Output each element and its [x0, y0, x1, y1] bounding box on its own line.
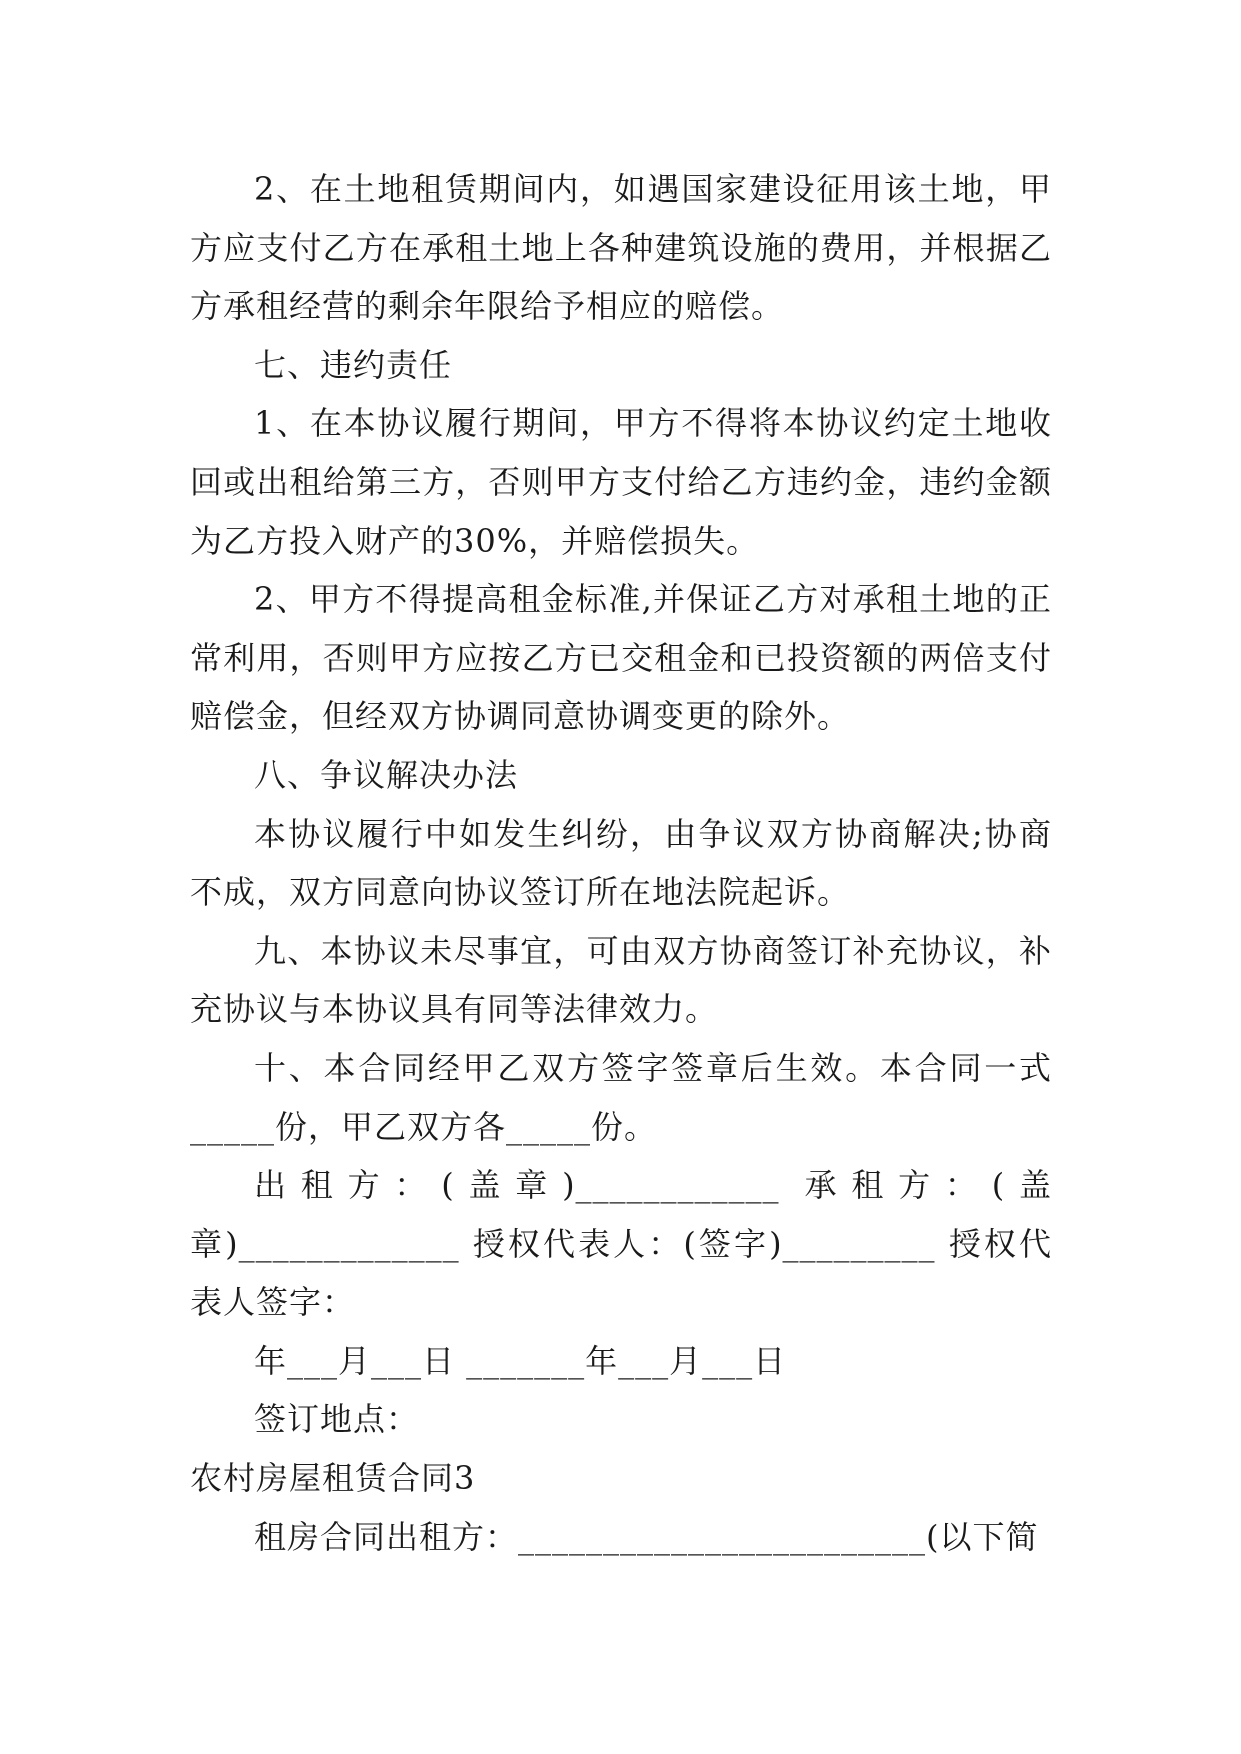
document-body	[190, 160, 1052, 1566]
next-contract-title: 农村房屋租赁合同3	[190, 1459, 476, 1498]
clause-8: 本协议履行中如发生纠纷，由争议双方协商解决;协商不成，双方同意向协议签订所在地法院起诉。	[190, 814, 1052, 912]
next-contract-first-line: 租房合同出租方：________________________(以下简	[254, 1517, 1039, 1556]
section-8-heading: 八、争议解决办法	[254, 755, 519, 794]
clause-6-2: 2、在土地租赁期间内，如遇国家建设征用该土地，甲方应支付乙方在承租土地上各种建筑设施的费用，并根据乙方承租经营的剩余年限给予相应的赔偿。	[190, 170, 1052, 326]
signature-block: 出租方：(盖章)____________ 承租方：(盖章)_____________ 授权代表人：(签字)_________ 授权代表人签字：	[190, 1166, 1052, 1322]
section-10: 十、本合同经甲乙双方签字签章后生效。本合同一式_____份，甲乙双方各_____份。	[190, 1048, 1052, 1146]
signature-dates: 年___月___日 _______年___月___日	[254, 1341, 787, 1380]
clause-7-2: 2、甲方不得提高租金标准,并保证乙方对承租土地的正常利用，否则甲方应按乙方已交租金和已投资额的两倍支付赔偿金，但经双方协调同意协调变更的除外。	[190, 580, 1052, 736]
signing-place: 签订地点：	[254, 1400, 420, 1439]
section-7-heading: 七、违约责任	[254, 345, 453, 384]
section-9: 九、本协议未尽事宜，可由双方协商签订补充协议，补充协议与本协议具有同等法律效力。	[190, 931, 1052, 1029]
clause-7-1: 1、在本协议履行期间，甲方不得将本协议约定土地收回或出租给第三方，否则甲方支付给乙方违约金，违约金额为乙方投入财产的30%，并赔偿损失。	[190, 404, 1052, 560]
